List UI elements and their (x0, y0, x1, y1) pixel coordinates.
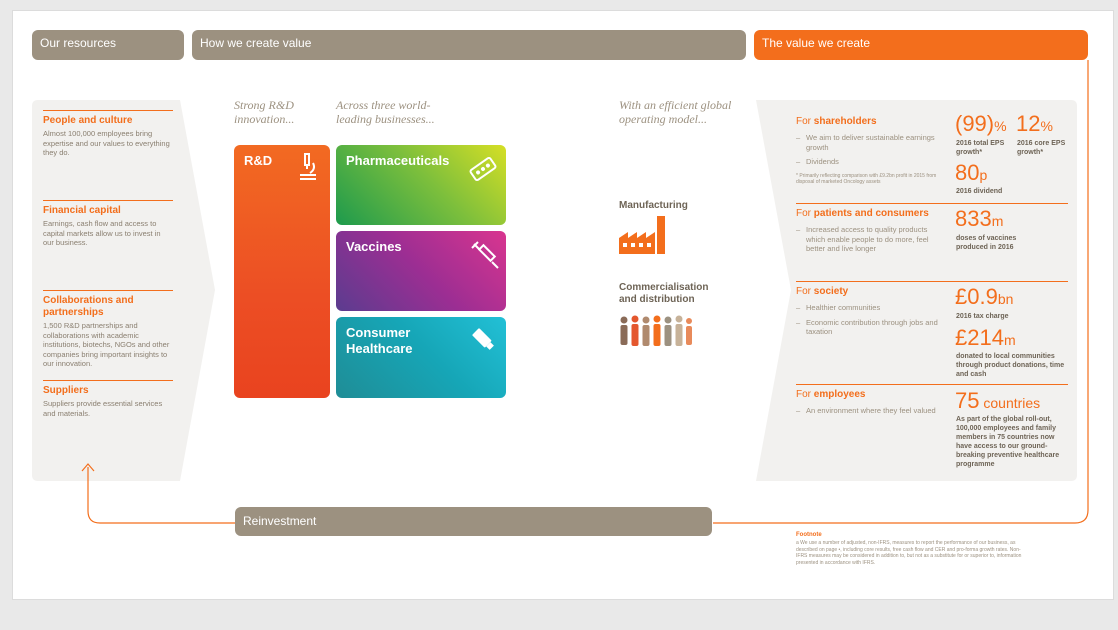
bullet: – An environment where they feel valued (796, 406, 941, 416)
stat-value: £0.9 (955, 284, 998, 309)
stat-unit: m (1003, 332, 1016, 348)
stat-dividend-caption: 2016 dividend (956, 188, 1003, 195)
stat-vaccine-doses-caption: doses of vaccines produced in 2016 (956, 235, 1017, 251)
resource-text: Almost 100,000 employees bring expertise and our values to everything they do. (43, 129, 170, 157)
stat-unit: countries (979, 395, 1041, 411)
title-prefix: For (796, 208, 814, 219)
title-prefix: For (796, 286, 814, 297)
bullet: – We aim to deliver sustainable earnings growth (796, 133, 941, 152)
manufacturing-label: Manufacturing (619, 200, 688, 211)
resource-text: Suppliers provide essential services and materials. (43, 399, 163, 418)
bullet: – Dividends (796, 157, 941, 167)
stat-value: 75 (955, 388, 980, 413)
header-how-we-create-value: How we create value (192, 30, 746, 60)
stat-core-eps-caption: 2016 core EPS growth* (1017, 140, 1066, 156)
stat-unit: bn (997, 291, 1014, 307)
title-bold: shareholders (813, 116, 877, 127)
operating-caption: With an efficient global operating model... (619, 98, 732, 126)
header-the-value-we-create: The value we create (754, 30, 1088, 60)
header-our-resources: Our resources (32, 30, 184, 60)
businesses-caption: Across three world-leading businesses... (336, 98, 435, 126)
reinvestment-bar: Reinvestment (235, 507, 712, 536)
bullet: – Economic contribution through jobs and taxation (796, 318, 941, 337)
title-bold: employees (813, 389, 866, 400)
stat-total-eps-caption: 2016 total EPS growth* (956, 140, 1005, 156)
stat-donated-caption: donated to local communities through product donations, time and cash (956, 353, 1065, 378)
bullet: – Increased access to quality products which enable people to do more, feel better and live longer (796, 225, 941, 254)
resource-title: Financial capital (43, 205, 121, 216)
stat-unit: % (994, 118, 1007, 134)
consumer-healthcare-label: Consumer Healthcare (346, 325, 413, 356)
footnote-text: a We use a number of adjusted, non-IFRS, measures to report the performance of our business, as described on page •, including core results, free cash flow and CER and pro-forma growth rates. Non-IFRS measures may be considered in addition to, but not as a substitute for or superior to, information presented in accordance with IFRS. (796, 540, 1022, 566)
footnote-title: Footnote (796, 532, 822, 538)
vaccines-label: Vaccines (346, 239, 402, 254)
stat-value: 833 (955, 206, 992, 231)
resource-title: Suppliers (43, 385, 89, 396)
up-arrow-icon (81, 462, 95, 472)
resource-title: Collaborations and partnerships (43, 295, 134, 318)
reinvestment-loop (70, 55, 1100, 535)
pharmaceuticals-label: Pharmaceuticals (346, 153, 450, 168)
resource-title: People and culture (43, 115, 133, 126)
stat-value: 12 (1016, 111, 1041, 136)
commercialisation-label: Commercialisation and distribution (619, 282, 709, 305)
stat-unit: % (1040, 118, 1053, 134)
shareholders-note: * Primarily reflecting comparison with £9.2bn profit in 2015 from disposal of marketed Oncology assets (796, 172, 937, 185)
resource-text: 1,500 R&D partnerships and collaborations with academic institutions, biotechs, NGOs and other companies bring important insights to our innovation. (43, 321, 170, 368)
stat-value: 80 (955, 160, 980, 185)
stat-unit: m (991, 213, 1004, 229)
resource-text: Earnings, cash flow and access to capital markets allow us to invest in our business. (43, 219, 161, 247)
bullet: – Healthier communities (796, 303, 941, 313)
title-bold: patients and consumers (813, 208, 929, 219)
title-prefix: For (796, 389, 814, 400)
innovation-caption: Strong R&D innovation... (234, 98, 295, 126)
title-prefix: For (796, 116, 814, 127)
stat-value: £214 (955, 325, 1004, 350)
title-bold: society (813, 286, 849, 297)
stat-value: (99) (955, 111, 995, 136)
stat-tax-charge-caption: 2016 tax charge (956, 313, 1009, 320)
rd-label: R&D (244, 153, 273, 168)
stat-unit: p (979, 167, 988, 183)
stat-countries-caption: As part of the global roll-out, 100,000 employees and family members in 75 countries now have access to our ground-breaking preventive healthcare programme (956, 416, 1060, 468)
